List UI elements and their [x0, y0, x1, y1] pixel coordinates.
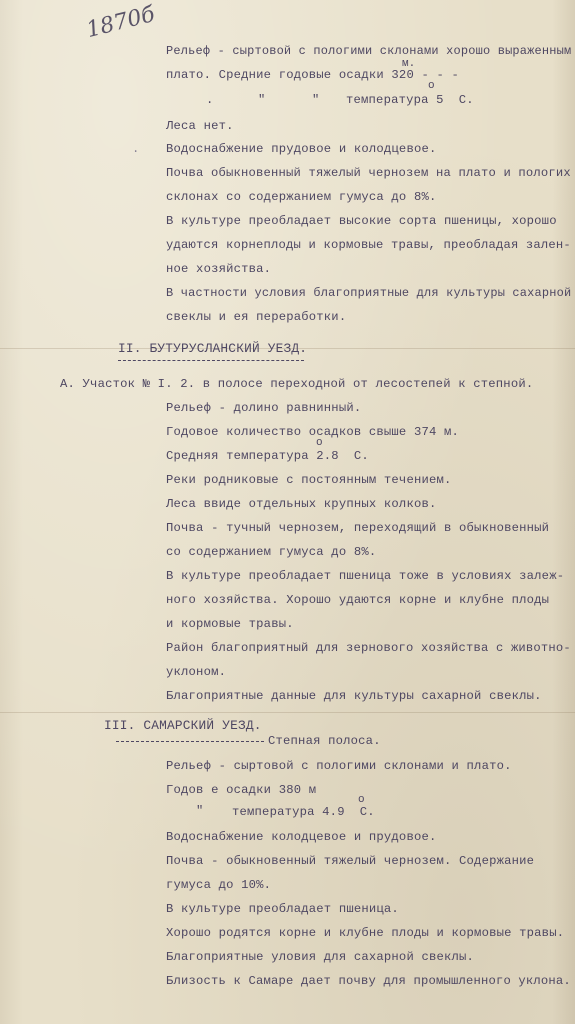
ditto-mark: "	[312, 93, 320, 107]
degree-superscript: о	[358, 794, 365, 806]
text-line: Годов е осадки 380 м	[166, 783, 317, 797]
ditto-mark: .	[206, 93, 214, 107]
degree-superscript: о	[428, 80, 435, 92]
text-line: Почва обыкновенный тяжелый чернозем на плато и пологих	[166, 166, 571, 180]
text-line: и кормовые травы.	[166, 617, 294, 631]
text-line: ного хозяйства. Хорошо удаются корне и клубне плоды	[166, 593, 550, 607]
text-line: Благоприятные уловия для сахарной свеклы.	[166, 950, 475, 964]
text-line: Благоприятные данные для культуры сахарной свеклы.	[166, 689, 542, 703]
text-line: Район благоприятный для зернового хозяйства с животно-	[166, 641, 571, 655]
text-line: Водоснабжение прудовое и колодцевое.	[166, 142, 437, 156]
heading-underline	[116, 741, 264, 742]
text-line: гумуса до 10%.	[166, 878, 272, 892]
text-line: удаются корнеплоды и кормовые травы, преобладая зален-	[166, 238, 571, 252]
text-line: температура 4.9 С.	[232, 805, 375, 819]
section-heading: II. БУТУРУСЛАНСКИЙ УЕЗД.	[118, 341, 308, 356]
text-line: склонах со содержанием гумуса до 8%.	[166, 190, 437, 204]
text-line: В частности условия благоприятные для культуры сахарной	[166, 286, 572, 300]
text-line: Хорошо родятся корне и клубне плоды и кормовые травы.	[166, 926, 565, 940]
text-line: Леса нет.	[166, 119, 234, 133]
text-line: ное хозяйства.	[166, 262, 272, 276]
text-line: со содержанием гумуса до 8%.	[166, 545, 377, 559]
ditto-mark: "	[258, 93, 266, 107]
heading-underline	[118, 360, 304, 361]
section-heading: III. САМАРСКИЙ УЕЗД.	[104, 718, 262, 733]
text-line: Водоснабжение колодцевое и прудовое.	[166, 830, 437, 844]
text-line: уклоном.	[166, 665, 227, 679]
text-line: А. Участок № I. 2. в полосе переходной от лесостепей к степной.	[60, 377, 534, 391]
text-line: Почва - тучный чернозем, переходящий в обыкновенный	[166, 521, 550, 535]
ditto-mark: "	[196, 804, 204, 818]
margin-mark: .	[132, 142, 140, 156]
text-line: температура 5 С.	[346, 93, 474, 107]
text-line: Рельеф - долино равнинный.	[166, 401, 362, 415]
text-line: свеклы и ея переработки.	[166, 310, 347, 324]
text-line: Средняя температура 2.8 С.	[166, 449, 369, 463]
text-line: Реки родниковые с постоянным течением.	[166, 473, 452, 487]
text-line: Почва - обыкновенный тяжелый чернозем. Содержание	[166, 854, 535, 868]
degree-superscript: о	[316, 437, 323, 449]
text-line: Степная полоса.	[268, 734, 381, 748]
text-line: Близость к Самаре дает почву для промышленного уклона.	[166, 974, 571, 988]
paper-crease	[0, 712, 575, 713]
text-line: В культуре преобладает пшеница тоже в условиях залеж-	[166, 569, 565, 583]
text-line: Рельеф - сыртовой с пологими склонами хорошо выраженным	[166, 44, 572, 58]
text-line: Рельеф - сыртовой с пологими склонами и плато.	[166, 759, 512, 773]
text-line: плато. Средние годовые осадки 320 - - -	[166, 68, 460, 82]
unit-superscript: м.	[402, 58, 416, 70]
text-line: Годовое количество осадков свыше 374 м.	[166, 425, 460, 439]
text-line: Леса ввиде отдельных крупных колков.	[166, 497, 437, 511]
text-line: В культуре преобладает высокие сорта пшеницы, хорошо	[166, 214, 557, 228]
text-line: В культуре преобладает пшеница.	[166, 902, 399, 916]
handwritten-page-number: 1870б	[84, 1, 158, 44]
